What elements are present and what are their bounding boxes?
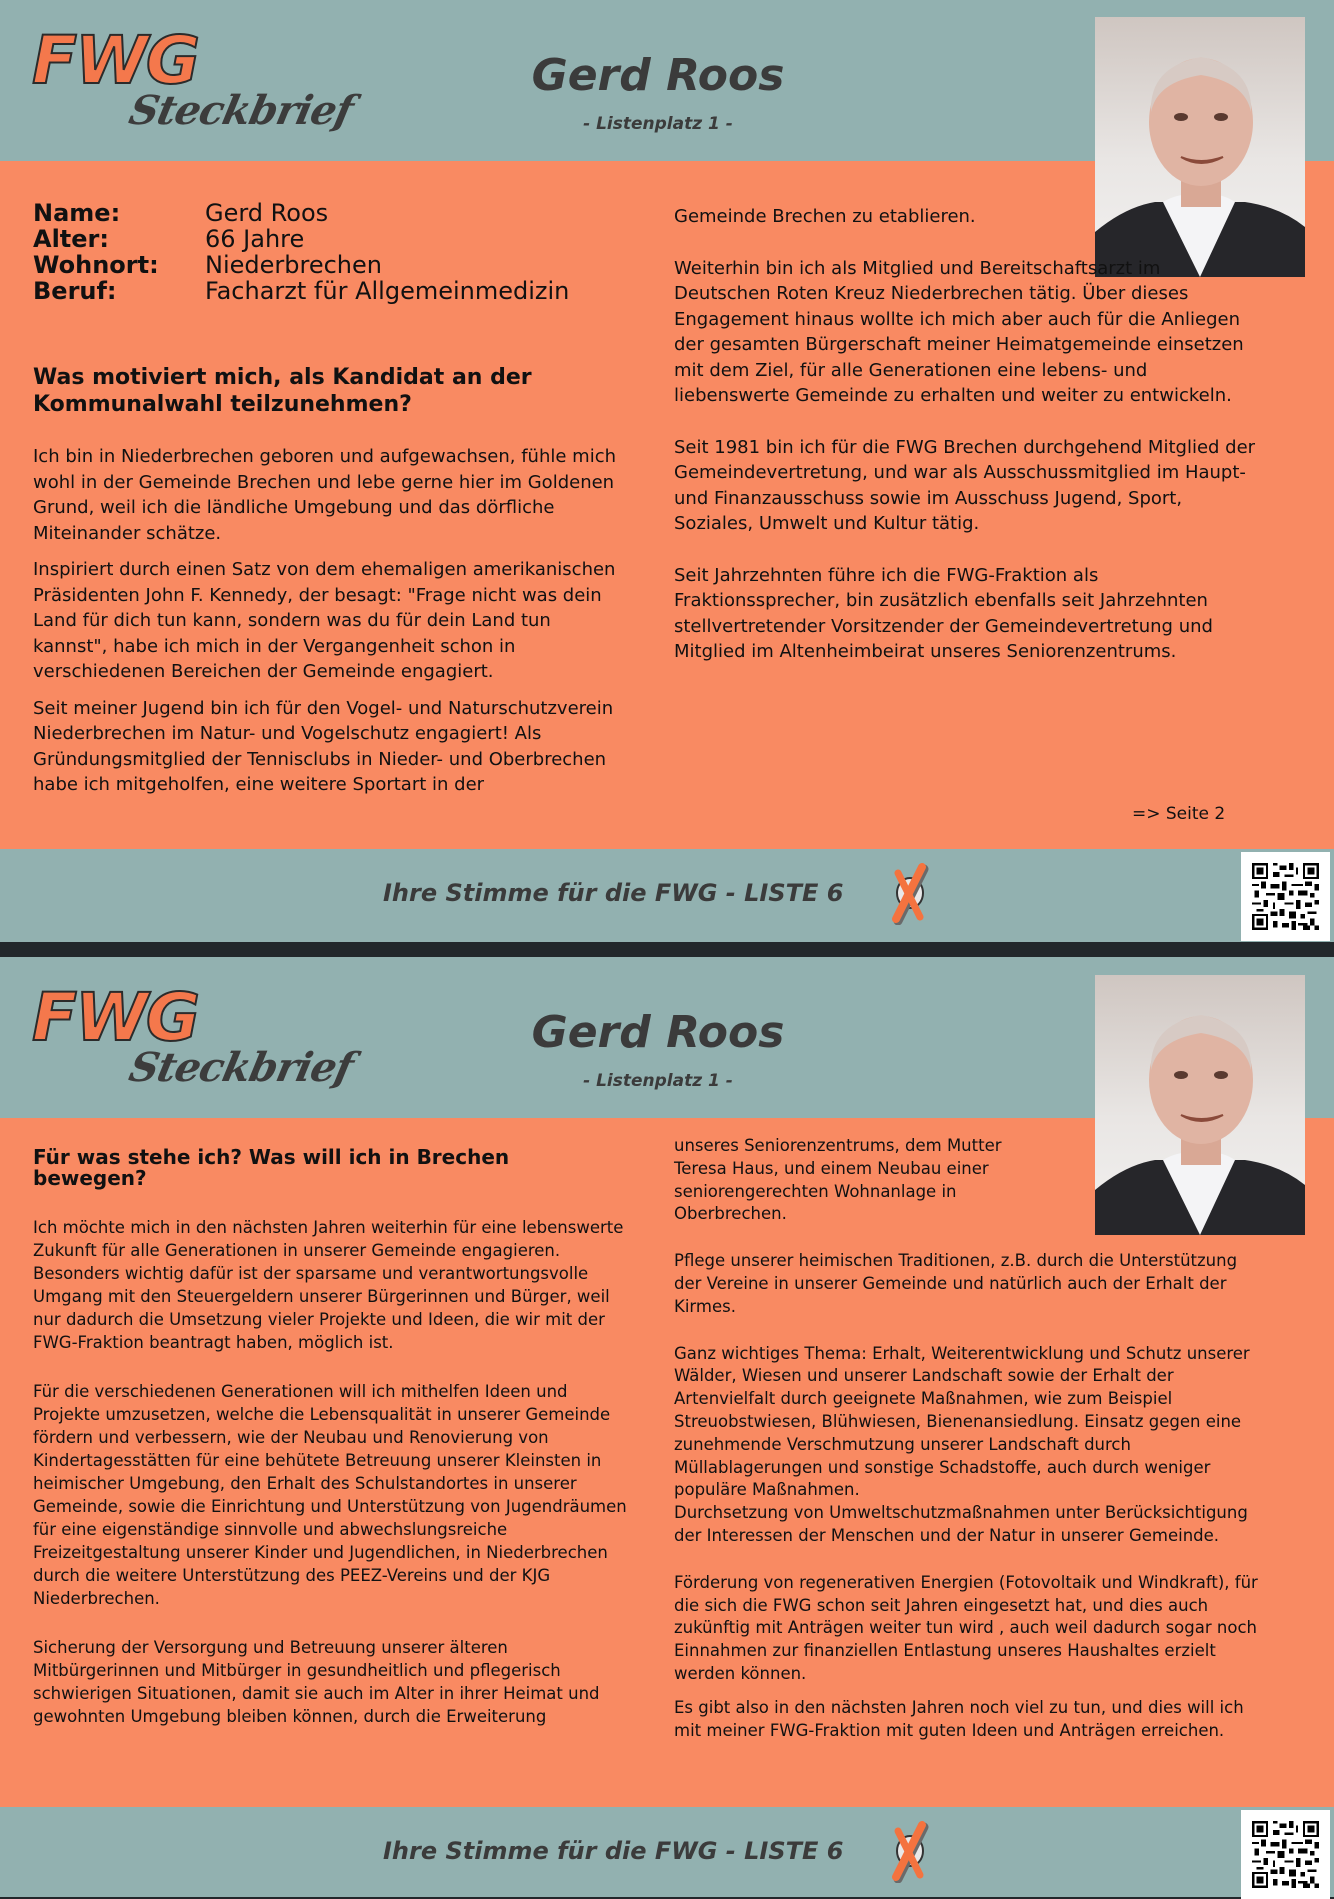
fact-label: Alter: [33,225,109,253]
fact-age [33,226,569,252]
paragraph: Inspiriert durch einen Satz von dem ehemaligen amerikanischen Präsidenten John F. Kennedy, der besagt: "Frage nicht was dein Land für dich tun kann, sondern was du für dein Land tun kannst", habe ich mich in der Vergangenheit schon in verschiedenen Bereichen der Gemeinde engagiert. [33,559,616,682]
logo-brand: FWG [32,22,199,99]
fact-value: Niederbrechen [205,251,382,279]
right-column-page-2 [674,1135,1264,1742]
candidate-name-title: Gerd Roos [531,50,785,101]
paragraph: Seit Jahrzehnten führe ich die FWG-Fraktion als Fraktionssprecher, bin zusätzlich ebenfalls seit Jahrzehnten stellvertretender Vorsitzender der Gemeindevertretung und Mitglied im Altenheimbeirat unseres Seniorenzentrums. [674,564,1213,662]
list-position: - Listenplatz 1 - [583,114,733,134]
qr-code-icon[interactable] [1241,852,1330,941]
profile-page-2 [0,957,1334,1897]
left-column-page-1 [33,444,623,798]
logo-tagline: Steckbrief [125,87,357,134]
paragraph: unseres Seniorenzentrums, dem Mutter Teresa Haus, und einem Neubau einer seniorengerechten Wohnanlage in Oberbrechen. [674,1136,1002,1224]
fact-value: 66 Jahre [205,225,305,253]
candidate-name-title: Gerd Roos [531,1007,785,1058]
vote-slogan: Ihre Stimme für die FWG - LISTE 6 [383,879,844,907]
footer-band [0,1807,1334,1897]
fact-label: Wohnort: [33,251,159,279]
ballot-x-icon [886,863,936,925]
logo-brand: FWG [32,979,199,1056]
qr-code-icon[interactable] [1241,1810,1330,1899]
fact-residence [33,252,569,278]
paragraph: Seit meiner Jugend bin ich für den Vogel- und Naturschutzverein Niederbrechen im Natur- und Vogelschutz engagiert! Als Gründungsmitglied der Tennisclubs in Nieder- und Oberbrechen habe ich mitgeholfen, eine weitere Sportart in der [33,697,614,795]
fwg-steckbrief-logo [30,22,357,143]
paragraph: Gemeinde Brechen zu etablieren. [674,206,976,227]
paragraph: Ganz wichtiges Thema: Erhalt, Weiterentwicklung und Schutz unserer Wälder, Wiesen und unserer Landschaft sowie der Erhalt der Artenvielfalt durch geeignete Maßnahmen, wie zum Beispiel Streuobstwiesen, Blühwiesen, Bienenansiedlung. Einsatz gegen eine zunehmende Verschmutzung unserer Landschaft durch Müllablagerungen und sonstige Schadstoffe, auch durch weniger populäre Maßnahmen. Durchsetzung von Umweltschutzmaßnahmen unter Berücksichtigung der Interessen der Menschen und der Natur in unserer Gemeinde. [674,1343,1250,1545]
ballot-x-icon [886,1821,936,1883]
next-page-link[interactable]: => Seite 2 [1132,804,1226,824]
fact-name [33,200,569,226]
paragraph: Es gibt also in den nächsten Jahren noch viel zu tun, und dies will ich mit meiner FWG-Fraktion mit guten Ideen und Anträgen erreichen. [674,1697,1244,1740]
vote-slogan: Ihre Stimme für die FWG - LISTE 6 [383,1837,844,1865]
logo-tagline: Steckbrief [125,1044,357,1091]
list-position: - Listenplatz 1 - [583,1071,733,1091]
paragraph: Sicherung der Versorgung und Betreuung unserer älteren Mitbürgerinnen und Mitbürger in gesundheitlich und pflegerisch schwierigen Situationen, damit sie auch im Alter in ihrer Heimat und gewohnten Umgebung bleiben können, durch die Erweiterung [33,1638,600,1726]
fact-profession [33,278,569,304]
paragraph: Für die verschiedenen Generationen will ich mithelfen Ideen und Projekte umzusetzen, welche die Lebensqualität in unserer Gemeinde fördern und verbessern, wie der Neubau und Renovierung von Kindertagesstätten für eine behütete Betreuung unserer Kleinsten in heimischer Umgebung, den Erhalt des Schulstandortes in unserer Gemeinde, sowie die Einrichtung und Unterstützung von Jugendräumen für eine eigenständige sinnvolle und abwechslungsreiche Freizeitgestaltung unserer Kinder und Jugendlichen, in Niederbrechen durch die weitere Unterstützung des PEEZ-Vereins und der KJG Niederbrechen. [33,1382,627,1608]
fact-value: Facharzt für Allgemeinmedizin [205,277,570,305]
fact-value: Gerd Roos [205,199,329,227]
fact-list [33,200,569,304]
paragraph: Seit 1981 bin ich für die FWG Brechen durchgehend Mitglied der Gemeindevertretung, und war als Ausschussmitglied im Haupt- und Finanzausschuss sowie im Ausschuss Jugend, Sport, Soziales, Umwelt und Kultur tätig. [674,436,1256,534]
paragraph: Ich bin in Niederbrechen geboren und aufgewachsen, fühle mich wohl in der Gemeinde Brechen und lebe gerne hier im Goldenen Grund, weil ich die ländliche Umgebung und das dörfliche Miteinander schätze. [33,446,617,544]
paragraph: Weiterhin bin ich als Mitglied und Bereitschaftsarzt im Deutschen Roten Kreuz Niederbrechen tätig. Über dieses Engagement hinaus wollte ich mich aber auch für die Anliegen der gesamten Bürgerschaft meiner Heimatgemeinde einsetzen mit dem Ziel, für alle Generationen eine lebens- und liebenswerte Gemeinde zu erhalten und weiter zu entwickeln. [674,257,1244,406]
profile-page-1 [0,0,1334,942]
section-heading-goals: Für was stehe ich? Was will ich in Brechen bewegen? [33,1145,510,1190]
fact-label: Name: [33,199,121,227]
left-column-page-2 [33,1216,638,1728]
paragraph: Ich möchte mich in den nächsten Jahren weiterhin für eine lebenswerte Zukunft für alle Generationen in unserer Gemeinde engagieren. Besonders wichtig dafür ist der sparsame und verantwortungsvolle Umgang mit den Steuergeldern unserer Bürgerinnen und Bürger, weil nur dadurch die Umsetzung vieler Projekte und Ideen, die wir mit der FWG-Fraktion beantragt haben, möglich ist. [33,1218,624,1352]
section-heading-motivation: Was motiviert mich, als Kandidat an der Kommunalwahl teilzunehmen? [33,365,532,417]
footer-band [0,849,1334,942]
fact-label: Beruf: [33,277,117,305]
right-column-page-1 [674,204,1259,665]
paragraph: Förderung von regenerativen Energien (Fotovoltaik und Windkraft), für die sich die FWG schon seit Jahren eingesetzt hat, und dies auch zukünftig mit Anträgen weiter tun wird , auch weil dadurch sogar noch Einnahmen zur finanziellen Entlastung unseres Haushaltes erzielt werden können. [674,1572,1258,1683]
paragraph: Pflege unserer heimischen Traditionen, z.B. durch die Unterstützung der Vereine in unserer Gemeinde und natürlich auch der Erhalt der Kirmes. [674,1251,1238,1316]
fwg-steckbrief-logo [30,979,357,1100]
